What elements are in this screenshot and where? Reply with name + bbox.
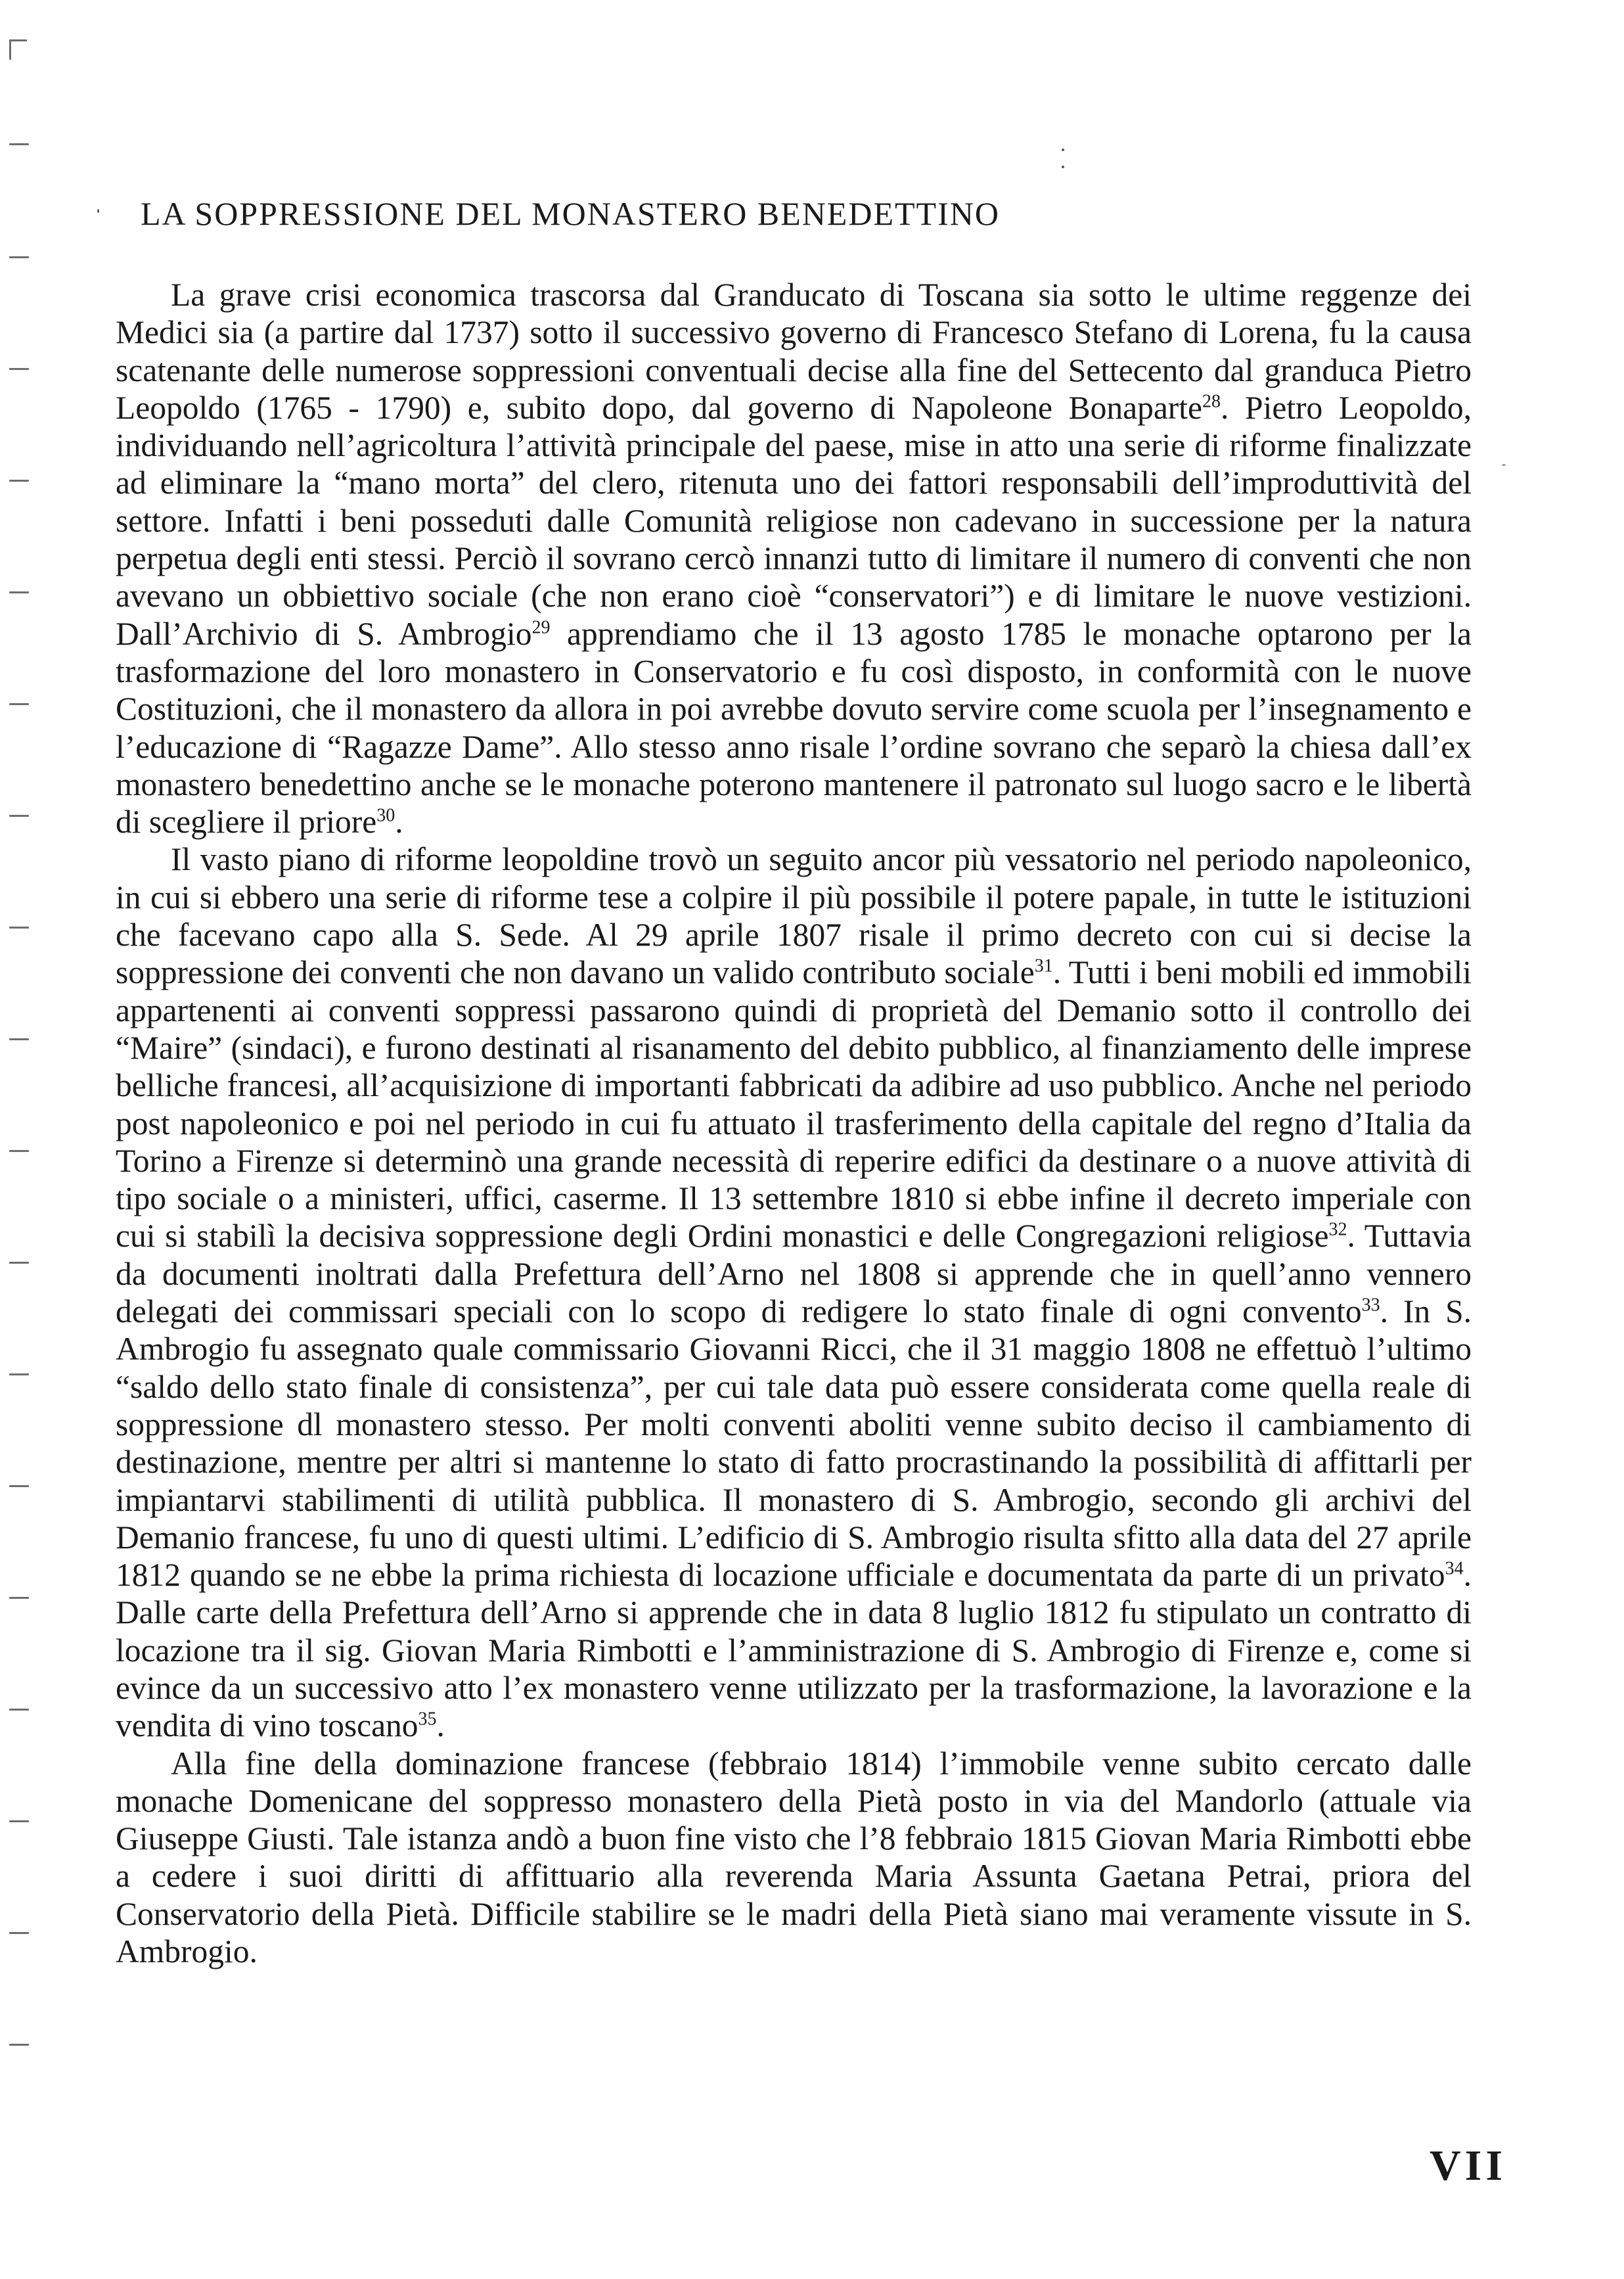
text-run: . Tuttavia da documenti inoltrati dalla Prefettura dell’Arno nel 1808 si apprende che in quell’anno vennero delegati dei commissari speciali con lo scopo di redigere lo stato finale di ogni convento	[116, 1218, 1472, 1330]
text-run: Alla fine della dominazione francese (febbraio 1814) l’immobile venne subito cercato dalle monache Domenicane del soppresso monastero della Pietà posto in via del Mandorlo (attuale via Giuseppe Giusti. Tale istanza andò a buon fine visto che l’8 febbraio 1815 Giovan Maria Rimbotti ebbe a cedere i suoi diritti di affittuario alla reverenda Maria Assunta Gaetana Petrai, priora del Conservatorio della Pietà. Difficile stabilire se le madri della Pietà siano mai veramente vissute in S. Ambrogio.	[116, 1745, 1472, 1970]
paragraph	[116, 840, 1472, 1744]
footnote-ref: 35	[418, 1709, 437, 1730]
binding-mark	[9, 927, 29, 929]
text-run: La grave crisi economica trascorsa dal Granducato di Toscana sia sotto le ultime reggenze dei Medici sia (a partire dal 1737) sotto il successivo governo di Francesco Stefano di Lorena, fu la causa scatenante delle numerose soppressioni conventuali decise alla fine del Settecento dal granduca Pietro Leopoldo (1765 - 1790) e, subito dopo, dal governo di Napoleone Bonaparte	[116, 277, 1472, 426]
footnote-ref: 34	[1445, 1558, 1464, 1579]
footnote-ref: 32	[1328, 1219, 1347, 1240]
binding-mark	[9, 1373, 29, 1375]
scan-speck	[97, 209, 99, 213]
binding-mark	[9, 256, 29, 258]
footnote-ref: 30	[376, 805, 395, 826]
text-run: . Dalle carte della Prefettura dell’Arno si apprende che in data 8 luglio 1812 fu stipulato un contratto di locazione tra il sig. Giovan Maria Rimbotti e l’amministrazione di S. Ambrogio di Firenze e, come si evince da un successivo atto l’ex monastero venne utilizzato per la trasformazione, la lavorazione e la vendita di vino toscano	[116, 1557, 1472, 1744]
binding-mark	[9, 39, 27, 60]
binding-mark	[9, 815, 29, 817]
binding-mark	[9, 1485, 29, 1487]
text-run: .	[436, 1707, 445, 1744]
text-run: . In S. Ambrogio fu assegnato quale commissario Giovanni Ricci, che il 31 maggio 1808 ne effettuò l’ultimo “saldo dello stato finale di consistenza”, per cui tale data può essere considerata come quella reale di soppressione dl monastero stesso. Per molti conventi aboliti venne subito deciso il cambiamento di destinazione, mentre per altri si mantenne lo stato di fatto procrastinando la possibilità di affittarli per impiantarvi stabilimenti di utilità pubblica. Il monastero di S. Ambrogio, secondo gli archivi del Demanio francese, fu uno di questi ultimi. L’edificio di S. Ambrogio risulta sfitto alla data del 27 aprile 1812 quando se ne ebbe la prima richiesta di locazione ufficiale e documentata da parte di un privato	[116, 1293, 1472, 1594]
footnote-ref: 33	[1361, 1295, 1380, 1316]
binding-mark	[9, 591, 29, 593]
footnote-ref: 28	[1202, 391, 1221, 412]
binding-mark	[9, 1262, 29, 1264]
scan-speck	[1502, 464, 1506, 466]
body-text	[116, 276, 1472, 1970]
scan-speck	[1062, 149, 1064, 151]
scan-speck	[1062, 166, 1064, 168]
footnote-ref: 31	[1034, 955, 1053, 977]
binding-marks	[9, 26, 29, 2129]
binding-mark	[9, 1820, 29, 1822]
binding-mark	[9, 1932, 29, 1934]
binding-mark	[9, 1150, 29, 1152]
binding-mark	[9, 1709, 29, 1711]
paragraph	[116, 276, 1472, 840]
text-run: Il vasto piano di riforme leopoldine trovò un seguito ancor più vessatorio nel periodo napoleonico, in cui si ebbero una serie di riforme tese a colpire il più possibile il potere papale, in tutte le istituzioni che facevano capo alla S. Sede. Al 29 aprile 1807 risale il primo decreto con cui si decise la soppressione dei conventi che non davano un valido contributo sociale	[116, 841, 1472, 991]
text-run: . Pietro Leopoldo, individuando nell’agricoltura l’attività principale del paese, mise in atto una serie di riforme finalizzate ad eliminare la “mano morta” del clero, ritenuta uno dei fattori responsabili dell’improduttività del settore. Infatti i beni posseduti dalle Comunità religiose non cadevano in successione per la natura perpetua degli enti stessi. Perciò il sovrano cercò innanzi tutto di limitare il numero di conventi che non avevano un obbiettivo sociale (che non erano cioè “conservatori”) e di limitare le nuove vestizioni. Dall’Archivio di S. Ambrogio	[116, 389, 1472, 652]
footnote-ref: 29	[531, 617, 551, 638]
section-heading: LA SOPPRESSIONE DEL MONASTERO BENEDETTINO	[141, 195, 1000, 232]
text-run: apprendiamo che il 13 agosto 1785 le monache optarono per la trasformazione del loro monastero in Conservatorio e fu così disposto, in conformità con le nuove Costituzioni, che il monastero da allora in poi avrebbe dovuto servire come scuola per l’insegnamento e l’educazione di “Ragazze Dame”. Allo stesso anno risale l’ordine sovrano che separò la chiesa dall’ex monastero benedettino anche se le monache poterono mantenere il patronato sul luogo sacro e le libertà di scegliere il priore	[116, 615, 1472, 840]
binding-mark	[9, 1038, 29, 1040]
page-number: VII	[1430, 2142, 1507, 2190]
binding-mark	[9, 480, 29, 482]
text-run: .	[395, 804, 403, 840]
text-run: . Tutti i beni mobili ed immobili appartenenti ai conventi soppressi passarono quindi di proprietà del Demanio sotto il controllo dei “Maire” (sindaci), e furono destinati al risanamento del debito pubblico, al finanziamento delle imprese belliche francesi, all’acquisizione di importanti fabbricati da adibire ad uso pubblico. Anche nel periodo post napoleonico e poi nel periodo in cui fu attuato il trasferimento della capitale del regno d’Italia da Torino a Firenze si determinò una grande necessità di reperire edifici da destinare o a nuove attività di tipo sociale o a ministeri, uffici, caserme. Il 13 settembre 1810 si ebbe infine il decreto imperiale con cui si stabilì la decisiva soppressione degli Ordini monastici e delle Congregazioni religiose	[116, 954, 1472, 1255]
binding-mark	[9, 368, 29, 370]
binding-mark	[9, 1597, 29, 1599]
binding-mark	[9, 2044, 29, 2046]
paragraph	[116, 1745, 1472, 1971]
binding-mark	[9, 143, 29, 145]
binding-mark	[9, 703, 29, 705]
